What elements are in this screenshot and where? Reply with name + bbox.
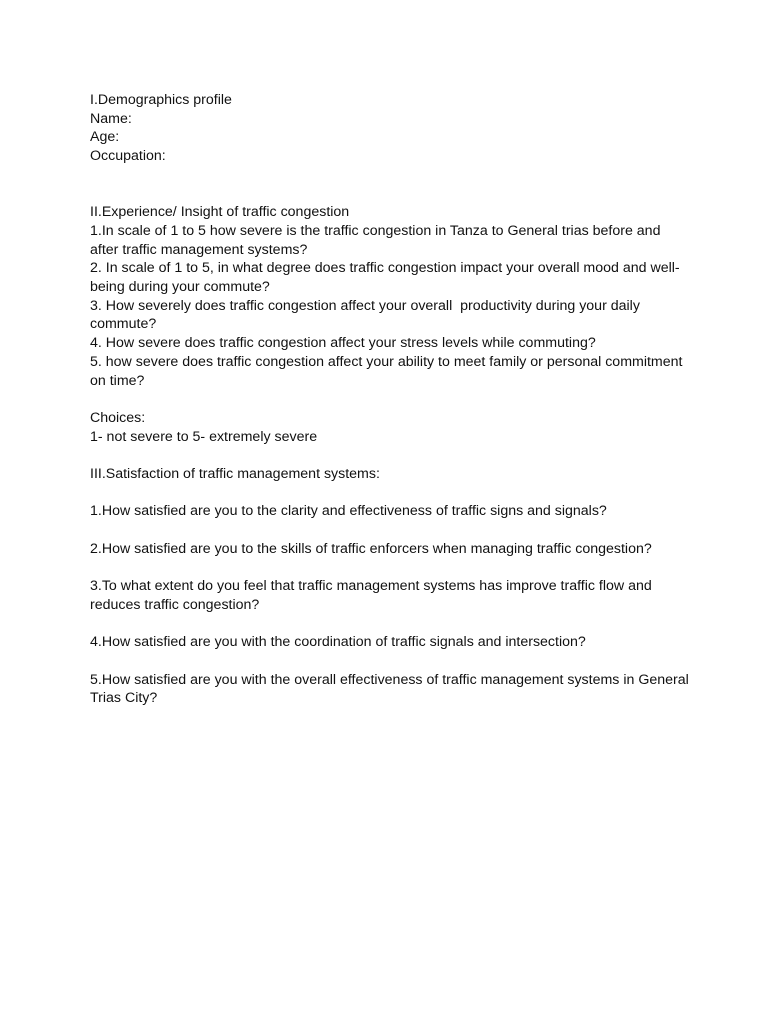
- satisfaction-question-1: 1.How satisfied are you to the clarity and effectiveness of traffic signs and signals?: [90, 503, 607, 520]
- question-line: 5. how severe does traffic congestion affect your ability to meet family or personal commitment: [90, 353, 683, 370]
- spacer: [90, 652, 690, 671]
- satisfaction-question-3-cont: reduces traffic congestion?: [90, 596, 260, 613]
- satisfaction-question-2: 2.How satisfied are you to the skills of traffic enforcers when managing traffic congestion?: [90, 540, 652, 557]
- section-heading-experience: II.Experience/ Insight of traffic congestion: [90, 204, 350, 221]
- satisfaction-question-4: 4.How satisfied are you with the coordination of traffic signals and intersection?: [90, 634, 586, 651]
- field-occupation-label: Occupation:: [90, 148, 166, 165]
- question-line: commute?: [90, 316, 157, 333]
- question-line: after traffic management systems?: [90, 241, 308, 258]
- spacer: [90, 484, 690, 503]
- document-page: [90, 91, 690, 708]
- spacer: [90, 166, 690, 203]
- section-heading-satisfaction: III.Satisfaction of traffic management systems:: [90, 466, 380, 483]
- question-line: 2. In scale of 1 to 5, in what degree does traffic congestion impact your overall mood and well-: [90, 260, 680, 277]
- question-line: being during your commute?: [90, 279, 270, 296]
- choices-text: 1- not severe to 5- extremely severe: [90, 428, 318, 445]
- spacer: [90, 615, 690, 634]
- spacer: [90, 521, 690, 540]
- spacer: [90, 390, 690, 409]
- choices-label: Choices:: [90, 409, 146, 426]
- spacer: [90, 446, 690, 465]
- satisfaction-question-5-cont: Trias City?: [90, 690, 158, 707]
- satisfaction-question-5: 5.How satisfied are you with the overall effectiveness of traffic management systems in General: [90, 671, 689, 688]
- field-name-label: Name:: [90, 110, 132, 127]
- question-line: 3. How severely does traffic congestion affect your overall productivity during your daily: [90, 297, 640, 314]
- question-line: on time?: [90, 372, 145, 389]
- question-line: 4. How severe does traffic congestion affect your stress levels while commuting?: [90, 335, 596, 352]
- satisfaction-question-3: 3.To what extent do you feel that traffic management systems has improve traffic flow and: [90, 578, 652, 595]
- field-age-label: Age:: [90, 129, 120, 146]
- spacer: [90, 559, 690, 578]
- question-line: 1.In scale of 1 to 5 how severe is the traffic congestion in Tanza to General trias before and: [90, 222, 661, 239]
- section-heading-demographics: I.Demographics profile: [90, 92, 232, 108]
